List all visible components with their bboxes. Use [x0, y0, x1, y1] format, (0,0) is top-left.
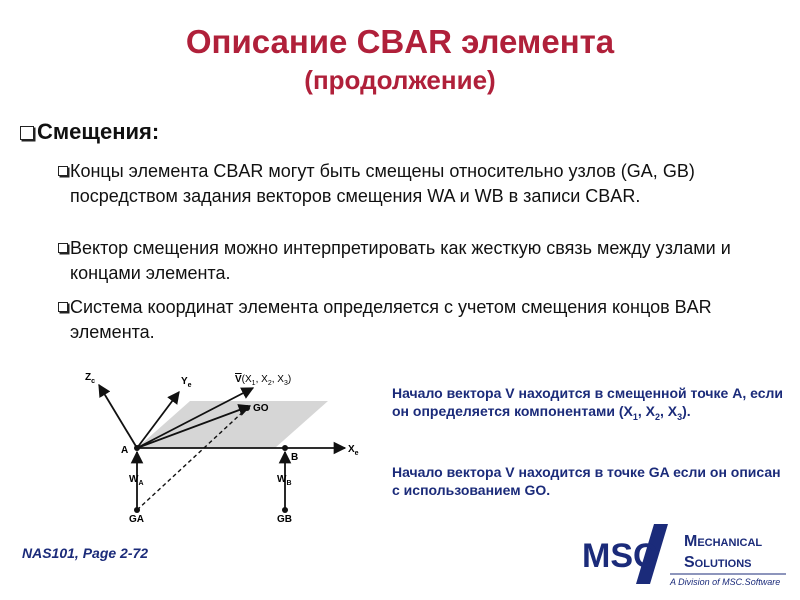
checkbox-bullet-icon — [58, 302, 68, 312]
zc-axis — [99, 385, 137, 448]
logo-line2: Solutions — [684, 554, 752, 571]
page-footer: NAS101, Page 2-72 — [22, 545, 149, 561]
msc-logo — [580, 520, 795, 590]
label-v: V — [235, 374, 242, 385]
point-go — [244, 405, 250, 411]
bullet-item — [58, 295, 792, 345]
slide-subtitle: (продолжение) — [304, 65, 496, 95]
label-ye: Y — [181, 376, 188, 387]
bullet-item — [58, 159, 792, 209]
label-zc: Z — [85, 372, 92, 383]
point-a — [134, 445, 140, 451]
slide-title: Описание CBAR элемента — [185, 23, 615, 60]
point-b — [282, 445, 288, 451]
element-plane — [137, 401, 328, 448]
svg-text:V(X1, X2, X3): $V(X_1$, $X_2$, $X_3$) — [235, 374, 292, 387]
bullet-text: Вектор смещения можно интерпретировать как жесткую связь между узлами и концами элемента. — [70, 238, 731, 283]
label-ga: GA — [129, 514, 144, 523]
section-heading — [20, 118, 159, 146]
label-b: B — [291, 452, 299, 463]
label-a: A — [121, 445, 129, 456]
label-gb: GB — [277, 514, 292, 523]
bullet-text: Концы элемента CBAR могут быть смещены относительно узлов (GA, GB) посредством задания векторов смещения WA и WB в записи CBAR. — [70, 161, 695, 206]
note-go: Начало вектора V находится в точке GA если он описан с использованием GO. — [392, 464, 781, 498]
note-components: Начало вектора V находится в смещенной точке A, если он определяется компонентами ($X_1$, $X_2$, $X_3$). — [392, 385, 784, 422]
svg-text:WB: $W_B$ — [277, 474, 292, 487]
checkbox-bullet-icon — [58, 166, 68, 176]
label-wb: W — [277, 474, 287, 485]
svg-text:Zc: $Z_c$ — [85, 372, 96, 385]
label-xe: X — [348, 444, 355, 455]
svg-text:Xe: $X_e$ — [348, 444, 359, 457]
logo-tagline: A Division of MSC.Software — [670, 577, 781, 587]
bullet-item — [58, 236, 792, 286]
offset-vector-diagram — [75, 358, 375, 523]
node-ga — [134, 507, 140, 513]
svg-text:Ye: $Y_e$ — [181, 376, 192, 389]
label-go: GO — [253, 403, 269, 414]
checkbox-bullet-icon — [20, 126, 34, 140]
node-gb — [282, 507, 288, 513]
bullet-text: Система координат элемента определяется с учетом смещения концов BAR элемента. — [70, 297, 712, 342]
section-heading-text: Смещения: — [37, 119, 160, 144]
logo-line1: Mechanical — [684, 533, 763, 550]
checkbox-bullet-icon — [58, 243, 68, 253]
label-wa: W — [129, 474, 139, 485]
logo-msc-text: MSC — [582, 537, 658, 575]
svg-text:WA: $W_A$ — [129, 474, 144, 487]
